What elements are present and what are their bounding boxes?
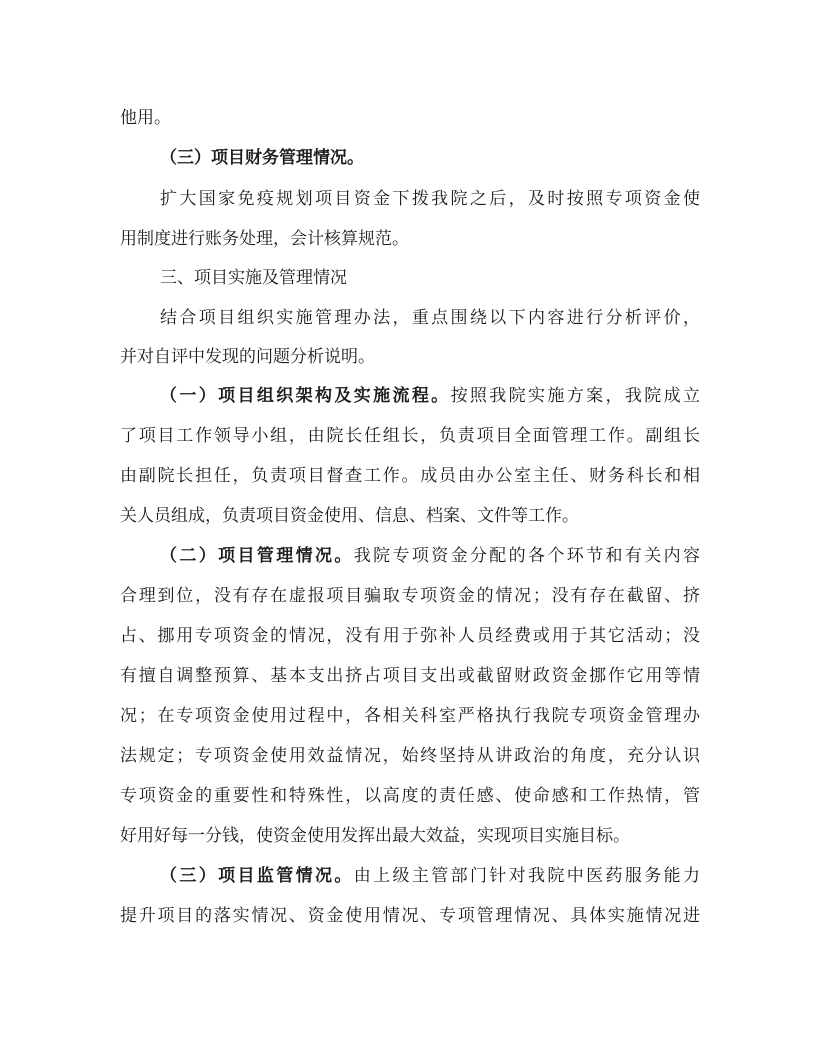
text-line: 了项目工作领导小组，由院长任组长，负责项目全面管理工作。副组长 bbox=[120, 426, 700, 446]
text-line: 法规定；专项资金使用效益情况，始终坚持从讲政治的角度，充分认识 bbox=[120, 746, 700, 766]
text-line: 好用好每一分钱，使资金使用发挥出最大效益，实现项目实施目标。 bbox=[120, 826, 630, 846]
paragraph-text: 按照我院实施方案，我院成立 bbox=[450, 386, 701, 406]
text-line: 专项资金的重要性和特殊性，以高度的责任感、使命感和工作热情，管 bbox=[120, 786, 700, 806]
text-line: 占、挪用专项资金的情况，没有用于弥补人员经费或用于其它活动；没 bbox=[120, 626, 700, 646]
text-line: 并对自评中发现的问题分析说明。 bbox=[120, 347, 375, 367]
paragraph-text: 我院专项资金分配的各个环节和有关内容 bbox=[353, 546, 701, 566]
text-line: 有擅自调整预算、基本支出挤占项目支出或截留财政资金挪作它用等情 bbox=[120, 666, 700, 686]
text-line: 合理到位，没有存在虚报项目骗取专项资金的情况；没有存在截留、挤 bbox=[120, 586, 700, 606]
section-heading: （三）项目财务管理情况。 bbox=[160, 148, 364, 168]
text-line bbox=[160, 866, 700, 886]
text-line bbox=[160, 386, 700, 406]
text-line: 关人员组成，负责项目资金使用、信息、档案、文件等工作。 bbox=[120, 506, 579, 526]
paragraph-lead: （一）项目组织架构及实施流程。 bbox=[160, 386, 451, 406]
paragraph-text: 由上级主管部门针对我院中医药服务能力 bbox=[353, 866, 701, 886]
text-line: 由副院长担任，负责项目督查工作。成员由办公室主任、财务科长和相 bbox=[120, 466, 700, 486]
text-line: 用制度进行账务处理，会计核算规范。 bbox=[120, 229, 409, 249]
section-heading: 三、项目实施及管理情况 bbox=[160, 268, 347, 288]
paragraph-lead: （三）项目监管情况。 bbox=[160, 866, 354, 886]
paragraph-lead: （二）项目管理情况。 bbox=[160, 546, 354, 566]
text-line: 扩大国家免疫规划项目资金下拨我院之后，及时按照专项资金使 bbox=[160, 189, 700, 209]
text-line: 他用。 bbox=[120, 108, 171, 128]
text-line: 结合项目组织实施管理办法，重点围绕以下内容进行分析评价， bbox=[160, 308, 700, 328]
text-line: 况；在专项资金使用过程中，各相关科室严格执行我院专项资金管理办 bbox=[120, 706, 700, 726]
text-line bbox=[160, 546, 700, 566]
text-line: 提升项目的落实情况、资金使用情况、专项管理情况、具体实施情况进 bbox=[120, 906, 700, 926]
